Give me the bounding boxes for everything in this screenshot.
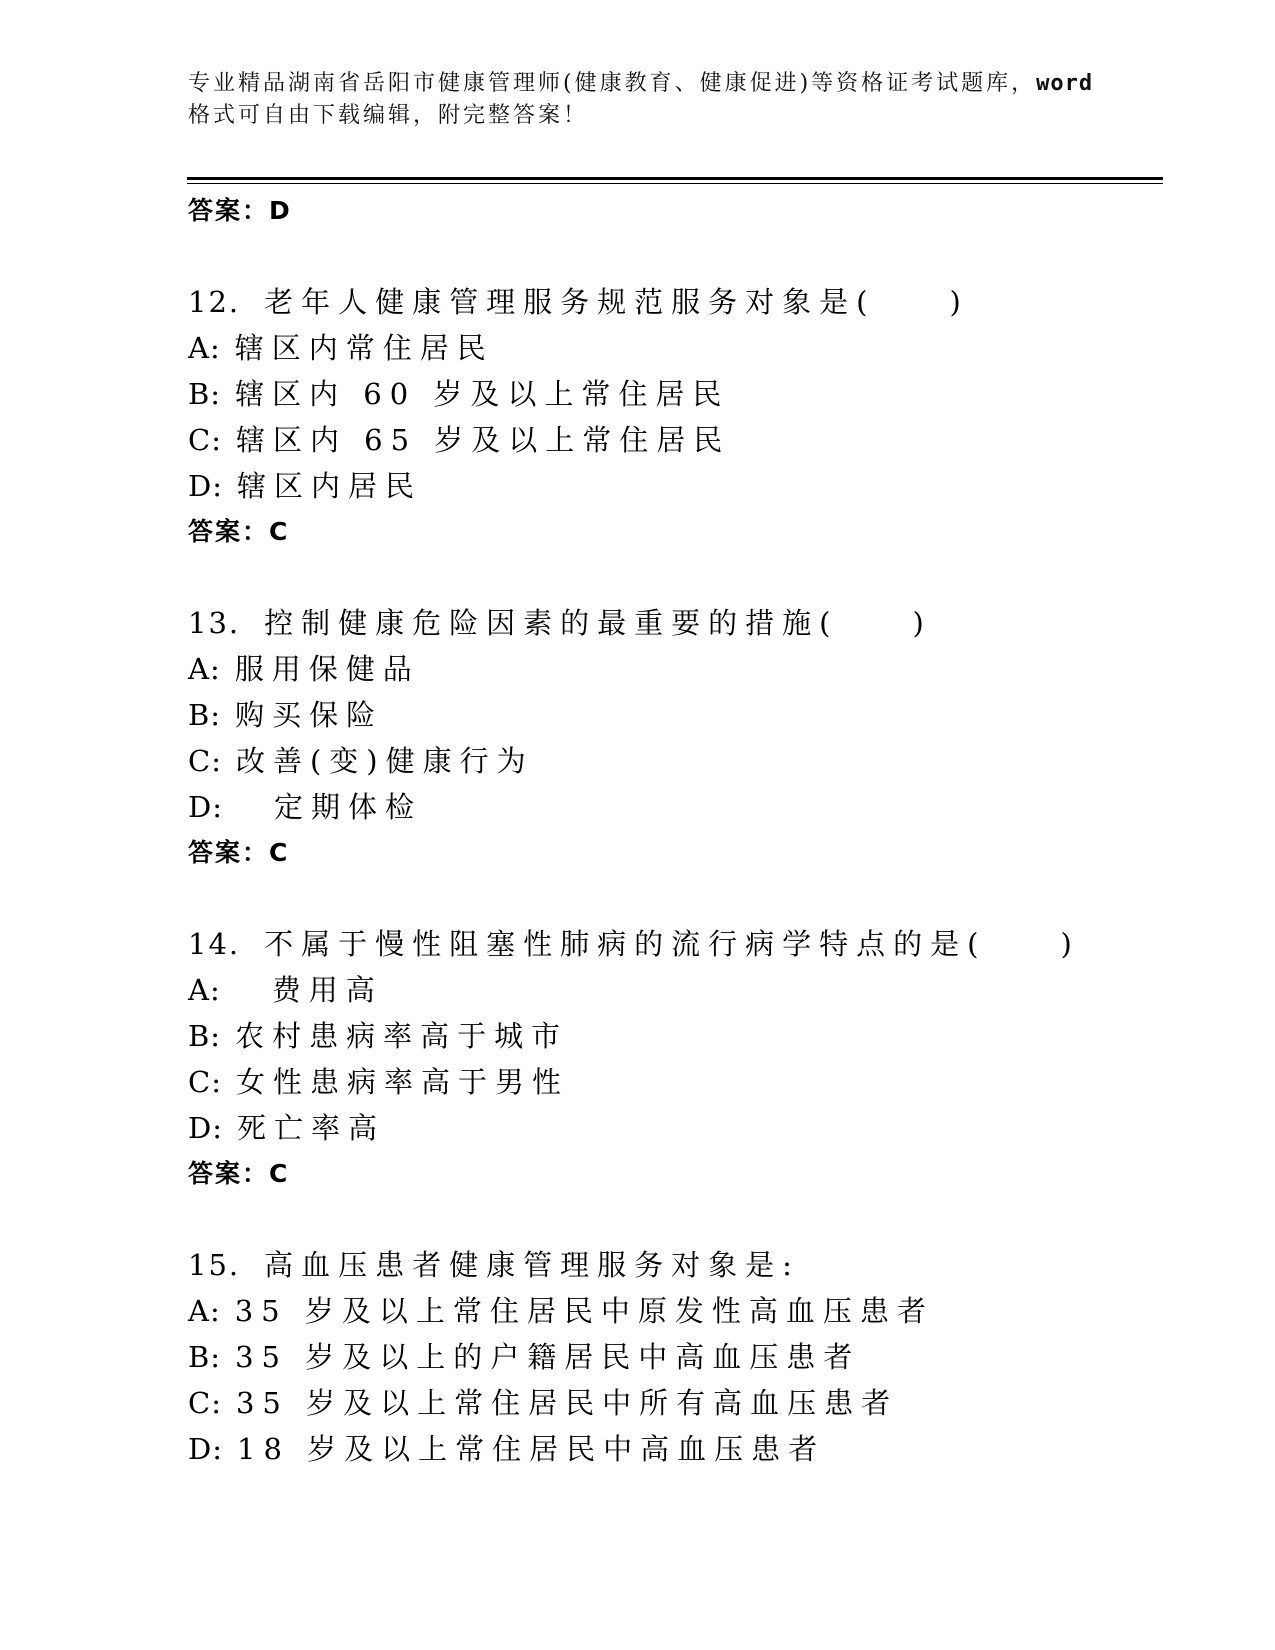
question-block [188, 600, 1175, 876]
question-answer: 答案：C [188, 517, 290, 546]
option-label: A: [188, 1294, 221, 1328]
question-title [188, 921, 1175, 967]
option-label: A: [188, 331, 221, 365]
question-title-text: 高血压患者健康管理服务对象是: [264, 1248, 800, 1282]
option-label: D: [188, 1432, 224, 1466]
option-row [188, 692, 1175, 738]
option-text: 辖区内居民 [237, 469, 423, 503]
option-text: 定期体检 [237, 790, 423, 824]
option-row [188, 967, 1175, 1013]
header-line-2: 格式可自由下载编辑，附完整答案！ [188, 103, 589, 128]
option-text: 农村患病率高于城市 [235, 1019, 569, 1053]
option-row [188, 738, 1175, 784]
option-label: D: [188, 1111, 224, 1145]
question-block [188, 1242, 1175, 1472]
option-text: 18 岁及以上常住居民中高血压患者 [237, 1432, 826, 1466]
option-label: D: [188, 469, 224, 503]
question-number: 14. [188, 927, 241, 961]
option-text: 服用保健品 [234, 652, 420, 686]
previous-question-answer: 答案：D [188, 196, 292, 225]
option-row [188, 1105, 1175, 1151]
question-number: 12. [188, 285, 241, 319]
question-title-text: 控制健康危险因素的最重要的措施( ) [264, 606, 932, 640]
option-text: 死亡率高 [237, 1111, 386, 1145]
option-label: B: [188, 698, 222, 732]
option-label: D: [188, 790, 224, 824]
option-text: 费用高 [234, 973, 383, 1007]
option-row [188, 417, 1175, 463]
option-text: 辖区内 65 岁及以上常住居民 [235, 423, 731, 457]
option-text: 辖区内 60 岁及以上常住居民 [235, 377, 730, 411]
option-row [188, 646, 1175, 692]
question-block [188, 921, 1175, 1197]
option-text: 35 岁及以上常住居民中原发性高血压患者 [234, 1294, 934, 1328]
question-answer: 答案：C [188, 1159, 290, 1188]
option-label: B: [188, 377, 222, 411]
option-label: A: [188, 652, 221, 686]
header-divider-rule [187, 177, 1163, 184]
option-row [188, 1013, 1175, 1059]
option-row [188, 1426, 1175, 1472]
option-row [188, 1288, 1175, 1334]
option-row [188, 1059, 1175, 1105]
page-content [0, 188, 1275, 1472]
option-label: C: [188, 1065, 222, 1099]
option-row [188, 325, 1175, 371]
question-list [188, 279, 1175, 1472]
question-answer: 答案：C [188, 838, 290, 867]
option-label: B: [188, 1340, 222, 1374]
question-title [188, 1242, 1175, 1288]
question-title [188, 600, 1175, 646]
option-label: B: [188, 1019, 222, 1053]
option-label: C: [188, 423, 222, 457]
option-text: 女性患病率高于男性 [235, 1065, 569, 1099]
header-line-1-word: word [1036, 71, 1094, 96]
header-line-1-text: 专业精品湖南省岳阳市健康管理师(健康教育、健康促进)等资格证考试题库， [188, 71, 1037, 96]
option-label: C: [188, 744, 222, 778]
question-title [188, 279, 1175, 325]
option-text: 35 岁及以上常住居民中所有高血压患者 [235, 1386, 899, 1420]
question-block [188, 279, 1175, 555]
header-line-1 [188, 68, 1163, 100]
question-title-text: 老年人健康管理服务规范服务对象是( ) [264, 285, 969, 319]
page-header [0, 0, 1275, 132]
option-row [188, 463, 1175, 509]
question-number: 13. [188, 606, 241, 640]
option-label: A: [188, 973, 221, 1007]
option-text: 辖区内常住居民 [234, 331, 494, 365]
option-row [188, 784, 1175, 830]
option-text: 改善(变)健康行为 [235, 744, 534, 778]
question-title-text: 不属于慢性阻塞性肺病的流行病学特点的是( ) [264, 927, 1080, 961]
option-label: C: [188, 1386, 222, 1420]
option-row [188, 1334, 1175, 1380]
question-number: 15. [188, 1248, 241, 1282]
option-text: 35 岁及以上的户籍居民中高血压患者 [235, 1340, 861, 1374]
option-row [188, 1380, 1175, 1426]
option-row [188, 371, 1175, 417]
option-text: 购买保险 [235, 698, 384, 732]
